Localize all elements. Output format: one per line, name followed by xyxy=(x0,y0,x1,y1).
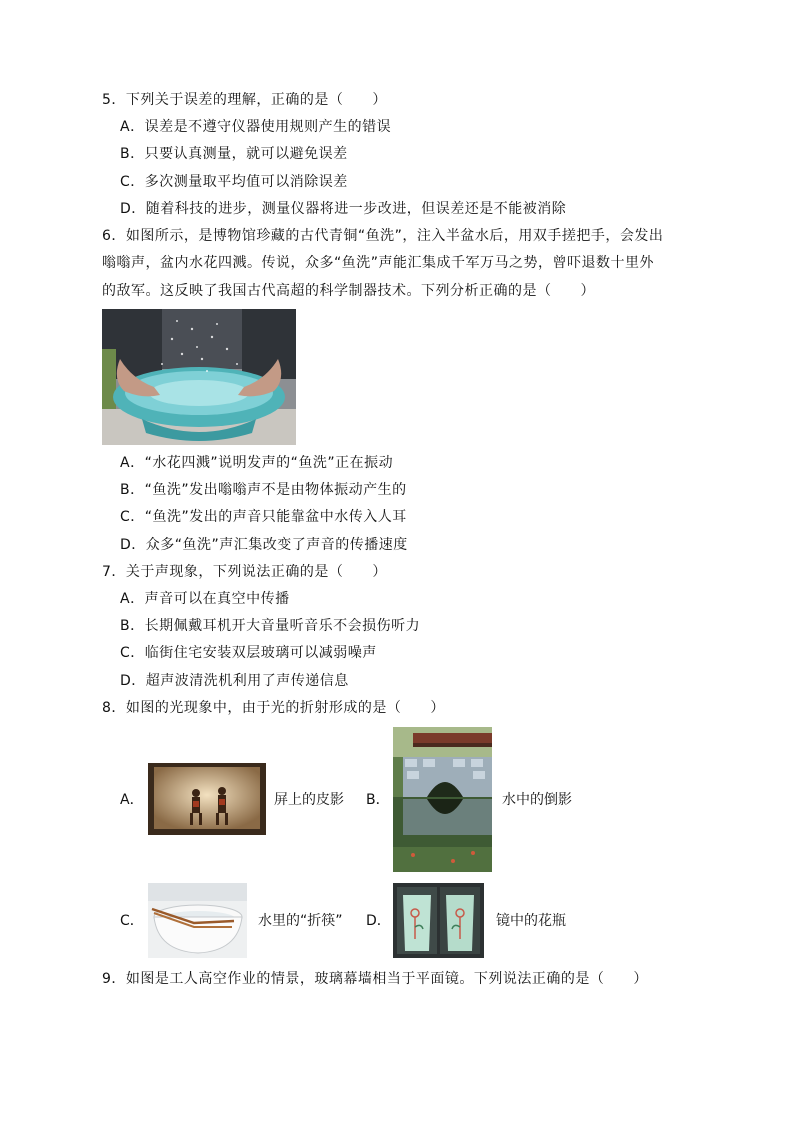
q8-choice-c-caption: 水里的“折筷” xyxy=(258,913,343,929)
vase-mirror-illustration xyxy=(393,883,484,958)
q8-choice-a-caption: 屏上的皮影 xyxy=(274,792,344,808)
q6-stem-line-1: 6．如图所示，是博物馆珍藏的古代青铜“鱼洗”，注入半盆水后，用双手搓把手，会发出 xyxy=(102,228,664,244)
q8-stem: 8．如图的光现象中，由于光的折射形成的是（ ） xyxy=(102,700,445,716)
fish-basin-photo xyxy=(102,309,296,445)
bridge-reflection-photo xyxy=(393,727,492,872)
q8-choice-d-letter: D． xyxy=(366,913,391,929)
fish-basin-illustration xyxy=(102,309,296,445)
q6-option-a: A．“水花四溅”说明发声的“鱼洗”正在振动 xyxy=(120,455,394,471)
q6-stem-line-3: 的敌军。这反映了我国古代高超的科学制器技术。下列分析正确的是（ ） xyxy=(102,283,595,299)
vase-mirror-photo xyxy=(393,883,484,958)
q5-option-b: B．只要认真测量，就可以避免误差 xyxy=(120,146,348,162)
q8-choice-b-letter: B． xyxy=(366,792,390,808)
q7-option-b: B．长期佩戴耳机开大音量听音乐不会损伤听力 xyxy=(120,618,421,634)
q8-choice-b-caption: 水中的倒影 xyxy=(502,792,572,808)
bent-chopsticks-illustration xyxy=(148,883,247,958)
q6-option-d: D．众多“鱼洗”声汇集改变了声音的传播速度 xyxy=(120,537,408,553)
q7-option-d: D．超声波清洗机利用了声传递信息 xyxy=(120,673,349,689)
q7-option-c: C．临街住宅安装双层玻璃可以减弱噪声 xyxy=(120,645,377,661)
q5-stem: 5．下列关于误差的理解，正确的是（ ） xyxy=(102,92,387,108)
q8-choice-d-caption: 镜中的花瓶 xyxy=(496,913,566,929)
q5-option-c: C．多次测量取平均值可以消除误差 xyxy=(120,174,348,190)
shadow-puppet-photo xyxy=(148,763,266,835)
q5-option-d: D．随着科技的进步，测量仪器将进一步改进，但误差还是不能被消除 xyxy=(120,201,567,217)
q9-stem: 9．如图是工人高空作业的情景，玻璃幕墙相当于平面镜。下列说法正确的是（ ） xyxy=(102,971,648,987)
q6-stem-line-2: 嗡嗡声，盆内水花四溅。传说，众多“鱼洗”声能汇集成千军万马之势，曾吓退数十里外 xyxy=(102,255,655,271)
q7-stem: 7．关于声现象，下列说法正确的是（ ） xyxy=(102,564,387,580)
q5-option-a: A．误差是不遵守仪器使用规则产生的错误 xyxy=(120,119,392,135)
q7-option-a: A．声音可以在真空中传播 xyxy=(120,591,290,607)
shadow-puppet-illustration xyxy=(148,763,266,835)
bent-chopsticks-photo xyxy=(148,883,247,958)
q8-choice-a-letter: A． xyxy=(120,792,144,808)
q6-option-c: C．“鱼洗”发出的声音只能靠盆中水传入人耳 xyxy=(120,509,407,525)
bridge-reflection-illustration xyxy=(393,727,492,872)
q8-choice-c-letter: C． xyxy=(120,913,144,929)
q6-option-b: B．“鱼洗”发出嗡嗡声不是由物体振动产生的 xyxy=(120,482,407,498)
